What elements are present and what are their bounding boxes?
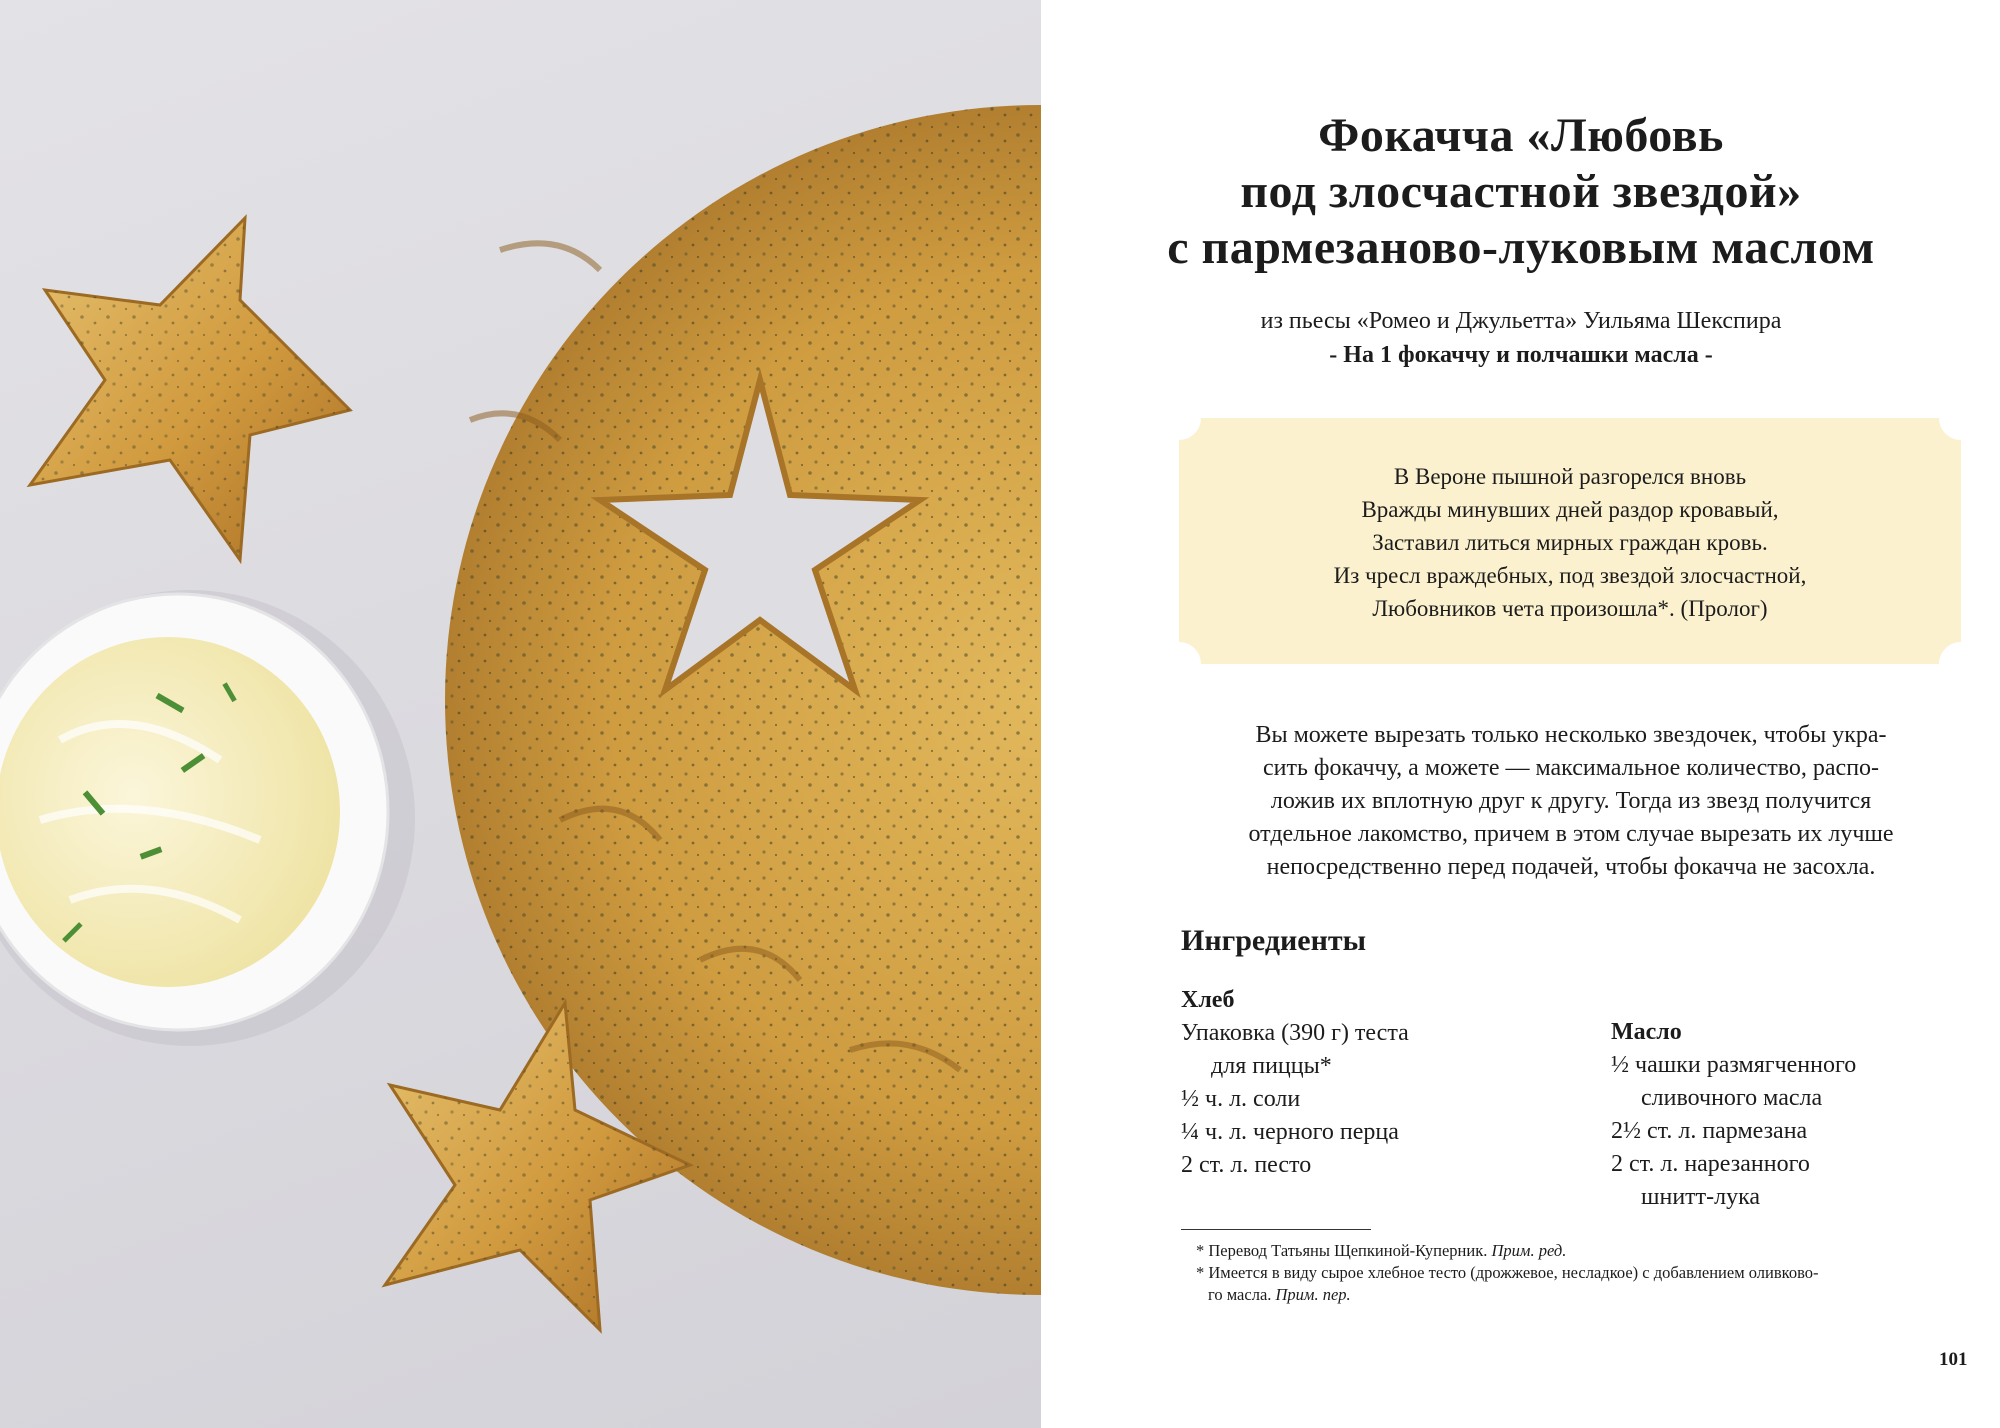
footnotes (1196, 1240, 1986, 1306)
page-number: 101 (1939, 1349, 1968, 1370)
star-bread-icon (30, 218, 350, 560)
ingredient-item: сливочного масла (1641, 1085, 1823, 1111)
recipe-title (1081, 108, 1961, 276)
quote-box (1179, 418, 1961, 664)
footnote-2: * Имеется в виду сырое хлебное тесто (дрожжевое, несладкое) с добавлением оливково- (1196, 1263, 1819, 1282)
quote-line: Любовников чета произошла*. (Пролог) (1372, 596, 1768, 621)
ingredient-item: ¼ ч. л. черного перца (1181, 1119, 1399, 1145)
footnote-note: Прим. пер. (1275, 1285, 1351, 1304)
ingredient-item: для пиццы* (1211, 1053, 1332, 1079)
bread-title: Хлеб (1181, 987, 1235, 1013)
ingredient-item: шнитт-лука (1641, 1184, 1761, 1210)
ingredient-item: 2 ст. л. песто (1181, 1152, 1312, 1178)
footnote-note: Прим. ред. (1491, 1241, 1567, 1260)
recipe-page (1041, 0, 2000, 1428)
ingredient-item: ½ ч. л. соли (1181, 1086, 1301, 1112)
intro-line: непосредственно перед подачей, чтобы фокачча не засохла. (1266, 854, 1876, 880)
footnote-2-cont (1196, 1284, 1986, 1306)
quote-line: В Вероне пышной разгорелся вновь (1393, 464, 1747, 489)
quote-line: Заставил литься мирных граждан кровь. (1372, 530, 1768, 555)
ingredients-heading: Ингредиенты (1181, 924, 1367, 957)
recipe-yield: - На 1 фокаччу и полчашки масла - (1329, 342, 1713, 368)
quote-line: Из чресл враждебных, под звездой злосчастной, (1333, 563, 1807, 588)
recipe-subtitle (1081, 304, 1961, 372)
intro-paragraph (1171, 719, 1971, 884)
butter-ingredients (1611, 1016, 1856, 1214)
intro-line: Вы можете вырезать только несколько звездочек, чтобы укра- (1255, 722, 1887, 748)
ingredient-item: 2 ст. л. нарезанного (1611, 1151, 1810, 1177)
quote-line: Вражды минувших дней раздор кровавый, (1361, 497, 1779, 522)
footnote-text: * Перевод Татьяны Щепкиной-Куперник. (1196, 1241, 1492, 1260)
butter-title: Масло (1611, 1019, 1682, 1045)
ingredient-item: ½ чашки размягченного (1611, 1052, 1857, 1078)
title-line: Фокачча «Любовь (1318, 109, 1724, 162)
recipe-source: из пьесы «Ромео и Джульетта» Уильяма Шекспира (1260, 308, 1782, 334)
butter-bowl-icon (0, 590, 415, 1046)
footnote-text: го масла. (1208, 1285, 1276, 1304)
ingredient-item: Упаковка (390 г) теста (1181, 1020, 1409, 1046)
footnote-1 (1196, 1240, 1986, 1262)
bread-ingredients (1181, 984, 1409, 1182)
quote-text (1179, 460, 1961, 625)
title-line: с пармезаново-луковым маслом (1167, 221, 1875, 274)
footnote-divider (1181, 1229, 1371, 1230)
title-line: под злосчастной звездой» (1240, 165, 1802, 218)
intro-line: сить фокаччу, а можете — максимальное количество, распо- (1262, 755, 1880, 781)
ingredient-item: 2½ ст. л. пармезана (1611, 1118, 1808, 1144)
intro-line: отдельное лакомство, причем в этом случае вырезать их лучше (1248, 821, 1894, 847)
intro-line: ложив их вплотную друг к другу. Тогда из звезд получится (1270, 788, 1872, 814)
